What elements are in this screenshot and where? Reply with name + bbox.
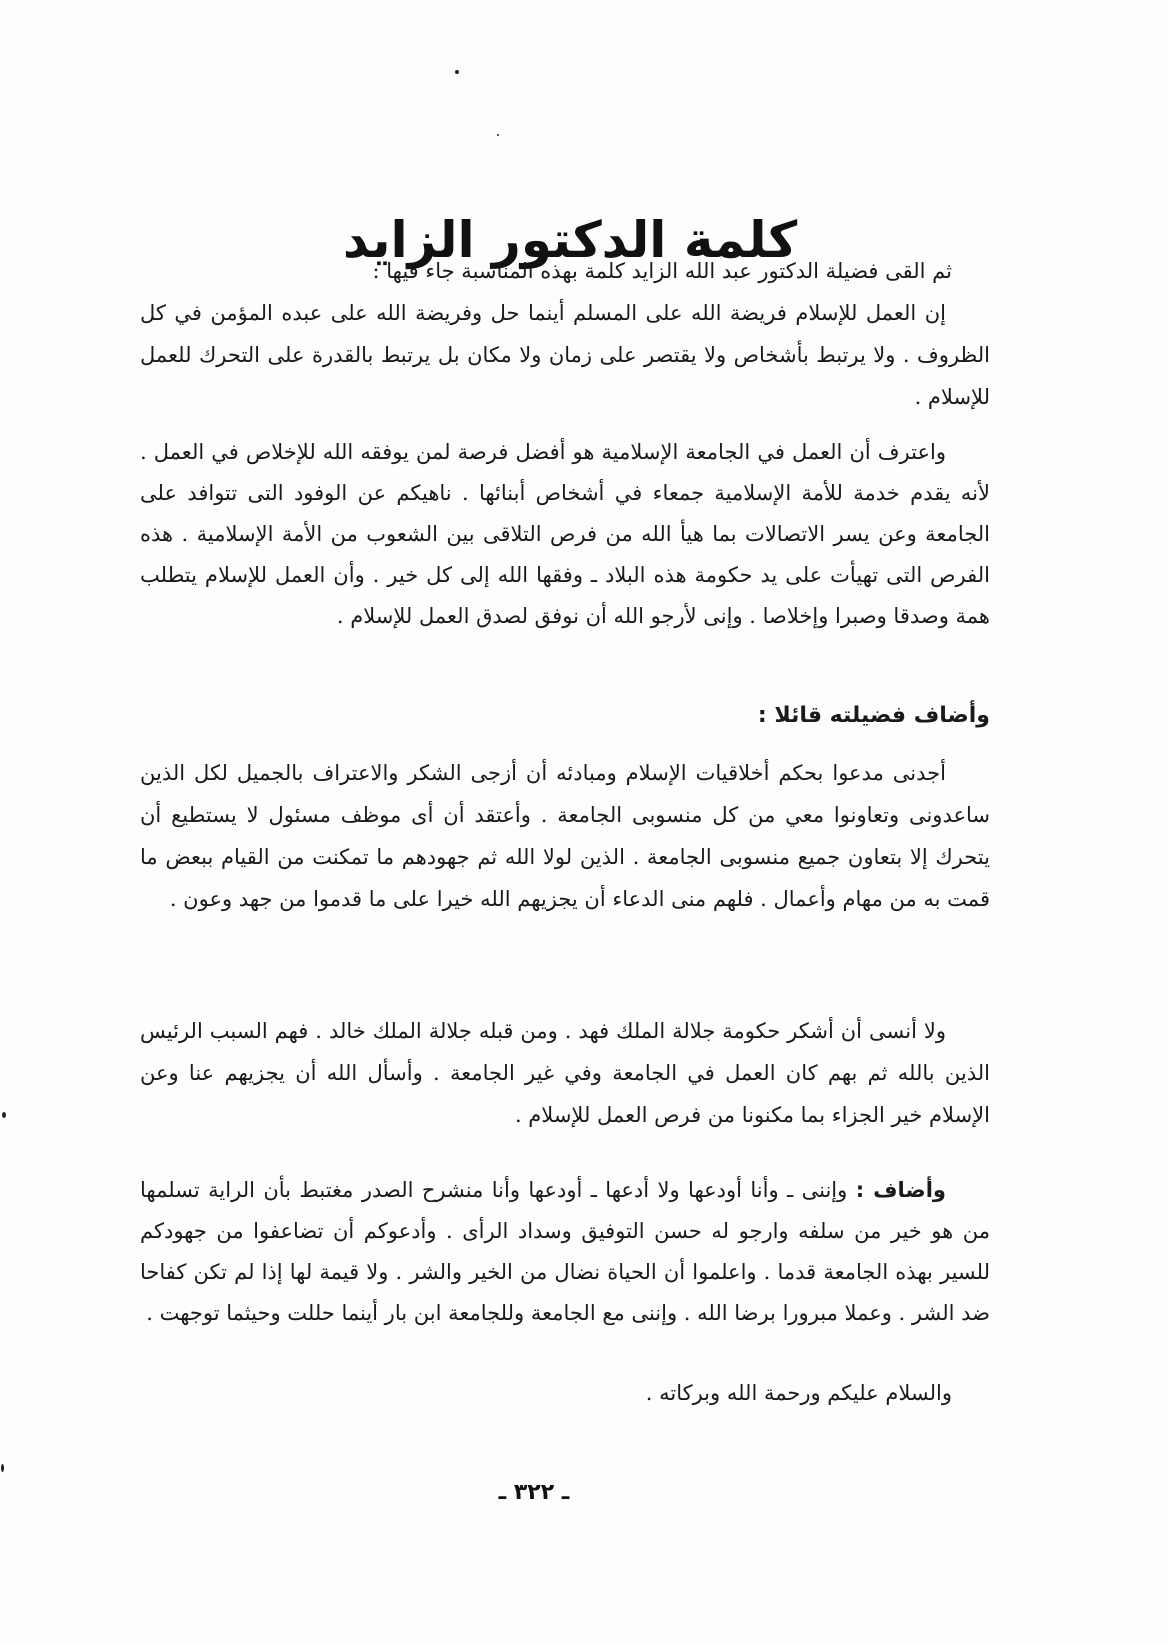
scan-speck-bottom-left (1, 1464, 4, 1472)
scan-speck-top (455, 70, 459, 74)
subheading: وأضاف فضيلته قائلا : (757, 703, 990, 728)
paragraph-4: ولا أنسى أن أشكر حكومة جلالة الملك فهد . ومن قبله جلالة الملك خالد . فهم السبب الرئيس الذين بالله ثم بهم كان العمل في الجامعة وفي غير الجامعة . وأسأل الله أن يجزيهم عنا وعن الإسلام خير الجزاء بما مكنونا من فرص العمل للإسلام . (140, 1019, 990, 1127)
page-title: كلمة الدكتور الزايد (342, 210, 798, 269)
scan-speck-left-edge (2, 1112, 6, 1118)
page-number: ـ ٣٢٢ ـ (498, 1480, 570, 1505)
paragraph-1: إن العمل للإسلام فريضة الله على المسلم أينما حل وفريضة الله على عبده المؤمن في كل الظروف . ولا يرتبط بأشخاص ولا يقتصر على زمان ولا مكان بل يرتبط بالقدرة على التحرك للعمل للإسلام . (140, 301, 990, 409)
paragraph-2: واعترف أن العمل في الجامعة الإسلامية هو أفضل فرصة لمن يوفقه الله للإخلاص في العمل . لأنه يقدم خدمة للأمة الإسلامية جمعاء في أشخاص أبنائها . ناهيكم عن الوفود التى تتوافد على الجامعة وعن يسر الاتصالات بما هيأ الله من فرص التلاقى بين الشعوب من الأمة الإسلامية . هذه الفرص التى تهيأت على يد حكومة هذه البلاد ـ وفقها الله إلى كل خير . وأن العمل للإسلام يتطلب همة وصدقا وصبرا وإخلاصا . وإنى لأرجو الله أن نوفق لصدق العمل للإسلام . (140, 440, 990, 628)
intro-line: ثم القى فضيلة الدكتور عبد الله الزايد كلمة بهذه المناسبة جاء فيها : (372, 259, 952, 283)
paragraph-5-lead: وأضاف : (855, 1178, 946, 1202)
paragraph-5 (140, 1170, 990, 1334)
paragraph-3: أجدنى مدعوا بحكم أخلاقيات الإسلام ومبادئه أن أزجى الشكر والاعتراف بالجميل لكل الذين ساعدونى وتعاونوا معي من كل منسوبى الجامعة . وأعتقد أن أى موظف مسئول لا يستطيع أن يتحرك إلا بتعاون جميع منسوبى الجامعة . الذين لولا الله ثم جهودهم ما تمكنت من القيام ببعض ما قمت به من مهام وأعمال . فلهم منى الدعاء أن يجزيهم الله خيرا على ما قدموا من جهد وعون . (140, 761, 990, 911)
scan-speck-upper (497, 134, 499, 136)
closing-line: والسلام عليكم ورحمة الله وبركاته . (645, 1381, 952, 1405)
paragraph-5-body: وإننى ـ وأنا أودعها ولا أدعها ـ أودعها وأنا منشرح الصدر مغتبط بأن الراية تسلمها من هو خير من سلفه وارجو له حسن التوفيق وسداد الرأى . وأدعوكم أن تضاعفوا من جهودكم للسير بهذه الجامعة قدما . واعلموا أن الحياة نضال من الخير والشر . ولا قيمة لها إذا لم تكن كفاحا ضد الشر . وعملا مبرورا برضا الله . وإننى مع الجامعة وللجامعة ابن بار أينما حللت وحيثما توجهت . (140, 1178, 990, 1325)
